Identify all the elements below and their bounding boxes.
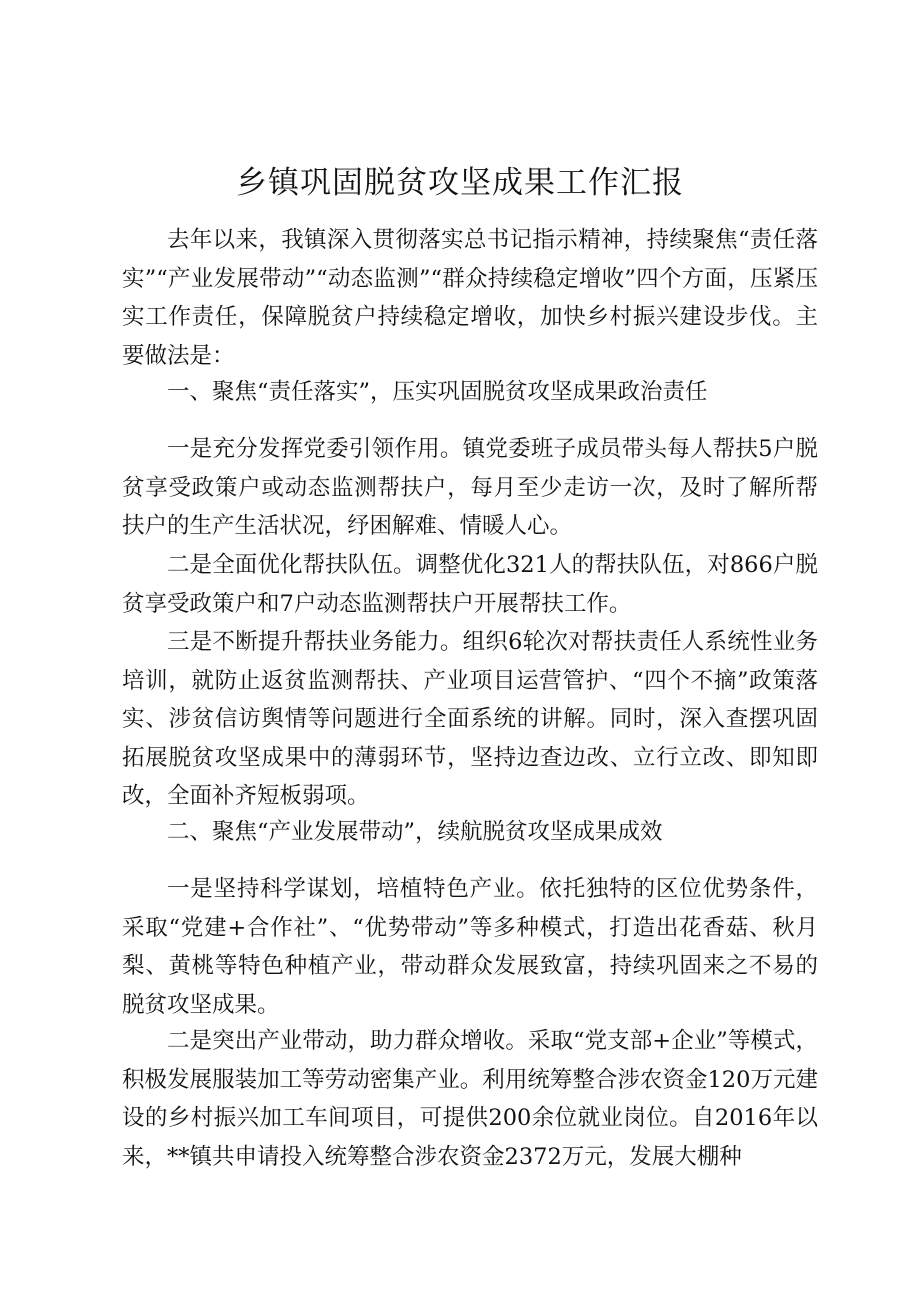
paragraph-2-1: 一是坚持科学谋划，培植特色产业。依托独特的区位优势条件，采取“党建+合作社”、“优势带动”等多种模式，打造出花香菇、秋月梨、黄桃等特色种植产业，带动群众发展致富，持续巩固来之不易的脱贫攻坚成果。 xyxy=(122,876,818,1018)
paragraph-2-2: 二是突出产业带动，助力群众增收。采取“党支部+企业”等模式，积极发展服装加工等劳动密集产业。利用统筹整合涉农资金120万元建设的乡村振兴加工车间项目，可提供200余位就业岗位。自2016年以来，**镇共申请投入统筹整合涉农资金2372万元，发展大棚种 xyxy=(122,1028,818,1170)
section-heading-2: 二、聚焦“产业发展带动”，续航脱贫攻坚成果成效 xyxy=(167,819,663,845)
document-title: 乡镇巩固脱贫攻坚成果工作汇报 xyxy=(236,165,684,201)
paragraph-1-2: 二是全面优化帮扶队伍。调整优化321人的帮扶队伍，对866户脱贫享受政策户和7户动态监测帮扶户开展帮扶工作。 xyxy=(122,552,818,617)
paragraph-1-1: 一是充分发挥党委引领作用。镇党委班子成员带头每人帮扶5户脱贫享受政策户或动态监测帮扶户，每月至少走访一次，及时了解所帮扶户的生产生活状况，纾困解难、情暖人心。 xyxy=(122,436,818,539)
paragraph-1-3: 三是不断提升帮扶业务能力。组织6轮次对帮扶责任人系统性业务培训，就防止返贫监测帮扶、产业项目运营管护、“四个不摘”政策落实、涉贫信访舆情等问题进行全面系统的讲解。同时，深入查摆巩固拓展脱贫攻坚成果中的薄弱环节，坚持边查边改、立行立改、即知即改，全面补齐短板弱项。 xyxy=(122,629,818,809)
section-heading-1: 一、聚焦“责任落实”，压实巩固脱贫攻坚成果政治责任 xyxy=(167,379,708,405)
intro-paragraph: 去年以来，我镇深入贯彻落实总书记指示精神，持续聚焦“责任落实”“产业发展带动”“动态监测”“群众持续稳定增收”四个方面，压紧压实工作责任，保障脱贫户持续稳定增收，加快乡村振兴建设步伐。主要做法是： xyxy=(122,227,818,369)
